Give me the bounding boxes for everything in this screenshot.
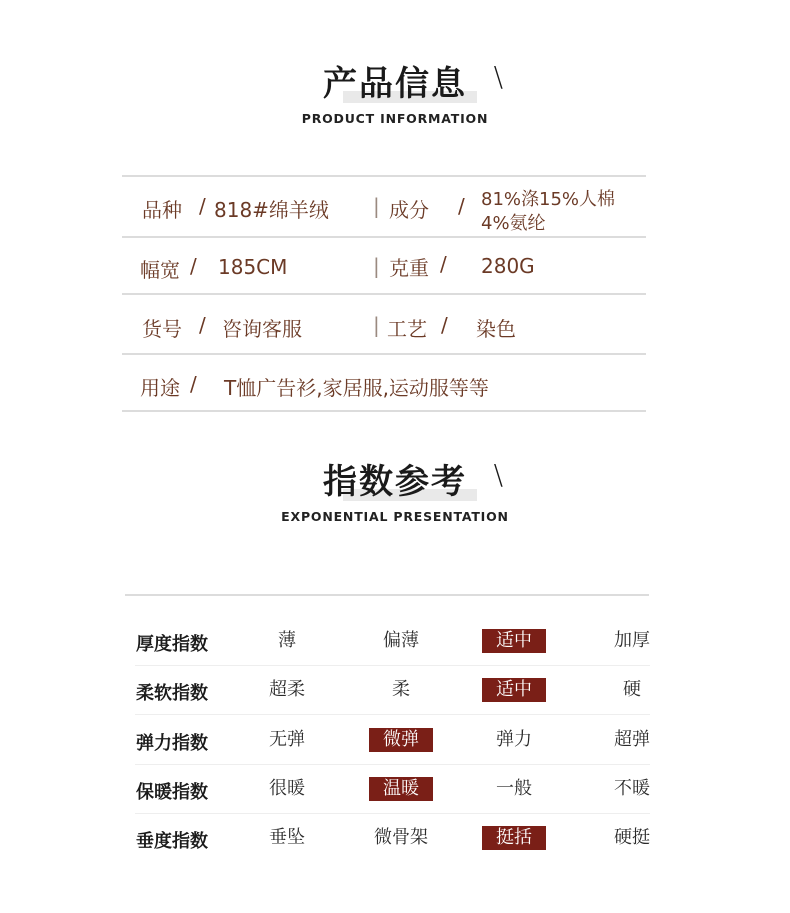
title-slash: \ [493, 60, 503, 93]
index-title: 指数参考 [323, 462, 467, 502]
info-label-weight: 克重 [389, 256, 429, 280]
info-value-item-no: 咨询客服 [222, 317, 302, 341]
index-option: 微骨架 [374, 827, 428, 848]
index-row-divider [135, 714, 650, 715]
info-value-variety: 818#绵羊绒 [214, 198, 329, 222]
info-column-bar: | [373, 194, 380, 218]
info-sep: / [458, 194, 465, 218]
index-row-divider [135, 764, 650, 765]
info-label-usage: 用途 [140, 376, 180, 400]
index-option: 硬 [623, 679, 641, 700]
info-sep: / [190, 254, 197, 278]
info-value-process: 染色 [476, 317, 516, 341]
index-option: 硬挺 [614, 827, 650, 848]
index-subtitle: EXPONENTIAL PRESENTATION [281, 509, 509, 524]
info-divider [122, 236, 646, 238]
index-label-softness: 柔软指数 [136, 683, 208, 704]
product-info-header [0, 56, 790, 126]
index-option-selected: 适中 [482, 629, 546, 653]
index-option: 薄 [278, 630, 296, 651]
info-sep: / [199, 313, 206, 337]
info-sep: / [190, 372, 197, 396]
info-value-width: 185CM [218, 255, 288, 279]
index-option: 柔 [392, 679, 410, 700]
info-divider [122, 175, 646, 177]
index-label-warmth: 保暖指数 [136, 782, 208, 803]
index-option-selected: 微弹 [369, 728, 433, 752]
info-label-width: 幅宽 [140, 258, 180, 282]
index-option: 弹力 [496, 729, 532, 750]
info-label-composition: 成分 [389, 198, 429, 222]
info-column-bar: | [373, 313, 380, 337]
index-option-selected: 温暖 [369, 777, 433, 801]
index-option: 一般 [496, 778, 532, 799]
info-divider [122, 293, 646, 295]
index-option: 加厚 [614, 630, 650, 651]
index-divider-top [125, 594, 649, 596]
index-row-divider [135, 665, 650, 666]
info-column-bar: | [373, 254, 380, 278]
info-label-variety: 品种 [142, 198, 182, 222]
index-option: 很暖 [269, 778, 305, 799]
index-option-selected: 挺括 [482, 826, 546, 850]
info-value-composition: 81%涤15%人棉 4%氨纶 [481, 189, 616, 234]
title-slash: \ [493, 458, 503, 491]
index-option: 不暖 [614, 778, 650, 799]
product-info-title-wrap [323, 56, 503, 105]
index-option: 无弹 [269, 729, 305, 750]
info-label-process: 工艺 [387, 317, 427, 341]
info-value-weight: 280G [481, 254, 535, 278]
info-sep: / [441, 313, 448, 337]
info-label-item-no: 货号 [142, 317, 182, 341]
info-divider [122, 353, 646, 355]
index-title-wrap [323, 454, 503, 503]
index-label-thickness: 厚度指数 [136, 634, 208, 655]
info-sep: / [199, 194, 206, 218]
index-label-elasticity: 弹力指数 [136, 733, 208, 754]
product-info-title: 产品信息 [323, 64, 467, 104]
info-value-usage: T恤广告衫,家居服,运动服等等 [224, 376, 489, 400]
info-sep: / [440, 252, 447, 276]
info-divider [122, 410, 646, 412]
index-row-divider [135, 813, 650, 814]
index-option: 垂坠 [269, 827, 305, 848]
index-option: 偏薄 [383, 630, 419, 651]
index-option-selected: 适中 [482, 678, 546, 702]
index-label-drape: 垂度指数 [136, 831, 208, 852]
index-option: 超柔 [269, 679, 305, 700]
index-header [0, 454, 790, 524]
product-info-subtitle: PRODUCT INFORMATION [301, 111, 489, 126]
index-option: 超弹 [614, 729, 650, 750]
